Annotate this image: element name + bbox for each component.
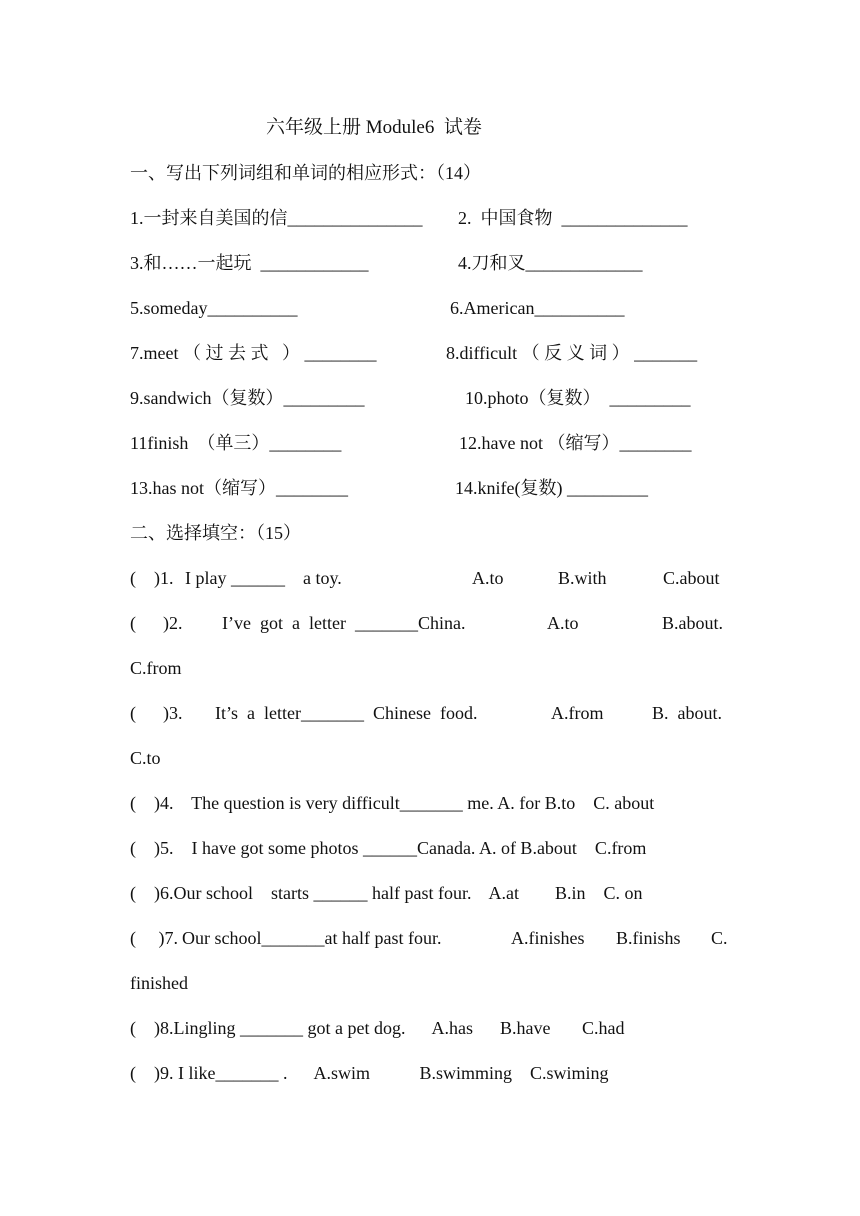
s1-item-11: 11finish （单三）________ [130, 433, 342, 453]
s1-item-10: 10.photo（复数） _________ [465, 388, 691, 408]
q7-number: ( )7. [130, 928, 178, 948]
q3-stem: It’s a letter_______ Chinese food. [215, 703, 478, 723]
s1-item-5: 5.someday__________ [130, 298, 298, 318]
s1-item-3: 3.和……一起玩 ____________ [130, 253, 369, 273]
q1-stem: I play ______ a toy. [185, 568, 342, 588]
s1-item-1: 1.一封来自美国的信_______________ [130, 208, 423, 228]
s1-item-7: 7.meet （ 过 去 式 ） ________ [130, 343, 377, 363]
q2-number: ( )2. [130, 613, 183, 633]
s1-item-6: 6.American__________ [450, 298, 625, 318]
q7-option-c: C. [711, 928, 728, 948]
q6-line: ( )6.Our school starts ______ half past four. A.at B.in C. on [130, 883, 643, 903]
q3-option-c: C.to [130, 748, 161, 768]
q7-option-a: A.finishes [511, 928, 585, 948]
q2-option-a: A.to [547, 613, 579, 633]
q3-number: ( )3. [130, 703, 183, 723]
q3-option-b: B. about. [652, 703, 722, 723]
q9-line: ( )9. I like_______ . A.swim B.swimming C.swiming [130, 1063, 609, 1083]
q7-option-c-wrap: finished [130, 973, 188, 993]
q2-option-c: C.from [130, 658, 182, 678]
s1-item-2: 2. 中国食物 ______________ [458, 208, 688, 228]
section1-heading: 一、写出下列词组和单词的相应形式：（14） [130, 163, 481, 183]
q4-line: ( )4. The question is very difficult_______ me. A. for B.to C. about [130, 793, 655, 813]
s1-item-14: 14.knife(复数) _________ [455, 478, 648, 498]
s1-item-13: 13.has not（缩写）________ [130, 478, 348, 498]
q7-stem: Our school_______at half past four. [182, 928, 442, 948]
q5-line: ( )5. I have got some photos ______Canada. A. of B.about C.from [130, 838, 647, 858]
q1-option-a: A.to [472, 568, 504, 588]
q1-number: ( )1. [130, 568, 174, 588]
q1-option-c: C.about [663, 568, 720, 588]
q3-option-a: A.from [551, 703, 604, 723]
s1-item-8: 8.difficult （ 反 义 词 ） _______ [446, 343, 698, 363]
q2-option-b: B.about. [662, 613, 723, 633]
page-title: 六年级上册 Module6 试卷 [266, 117, 482, 138]
s1-item-9: 9.sandwich（复数）_________ [130, 388, 365, 408]
q7-option-b: B.finishs [616, 928, 681, 948]
section2-heading: 二、选择填空：（15） [130, 523, 301, 543]
q2-stem: I’ve got a letter _______China. [222, 613, 466, 633]
s1-item-12: 12.have not （缩写）________ [459, 433, 692, 453]
s1-item-4: 4.刀和叉_____________ [458, 253, 643, 273]
q1-option-b: B.with [558, 568, 607, 588]
q8-line: ( )8.Lingling _______ got a pet dog. A.has B.have C.had [130, 1018, 625, 1038]
